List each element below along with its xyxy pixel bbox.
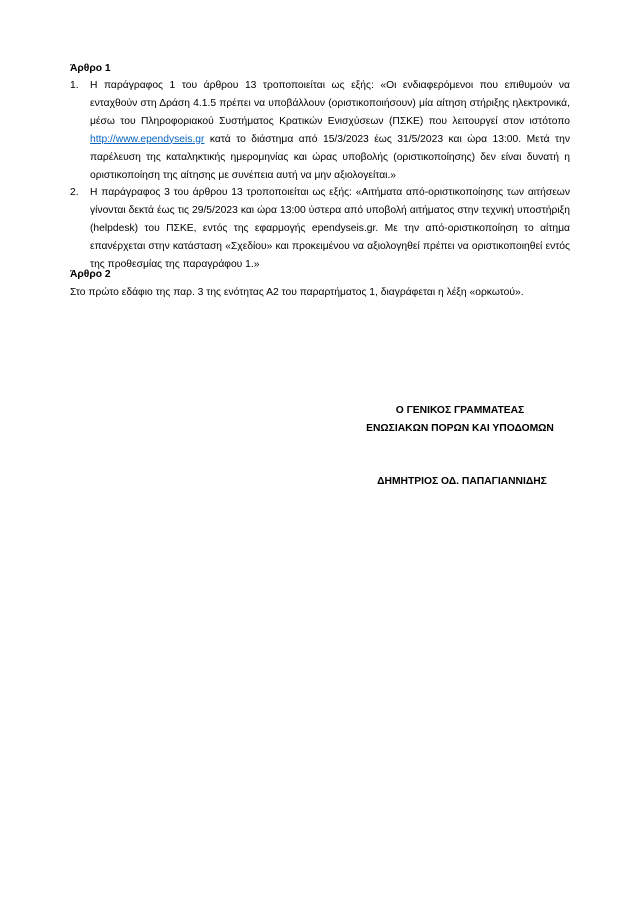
signatory-title: [340, 402, 580, 438]
article-1-list: [70, 77, 570, 274]
signatory-title-line-2: ΕΝΩΣΙΑΚΩΝ ΠΟΡΩΝ ΚΑΙ ΥΠΟΔΟΜΩΝ: [366, 422, 554, 434]
article-1-heading: Άρθρο 1: [70, 63, 111, 74]
list-item-text-before-link: Η παράγραφος 1 του άρθρου 13 τροποποιείται ως εξής: «Οι ενδιαφερόμενοι που επιθυμούν να ενταχθούν στη Δράση 4.1.5 πρέπει να υποβάλλουν (οριστικοποιήσουν) μία αίτηση στήριξης ηλεκτρονικά, μέσω του Πληροφοριακού Συστήματος Κρατικών Ενισχύσεων (ΠΣΚΕ) που λειτουργεί στον ιστότοπο: [90, 80, 570, 127]
list-item: [70, 184, 570, 274]
signatory-title-line-1: Ο ΓΕΝΙΚΟΣ ΓΡΑΜΜΑΤΕΑΣ: [395, 405, 525, 416]
list-item-text-after-link: κατά το διάστημα από 15/3/2023 έως 31/5/2023 και ώρα 13:00. Μετά την παρέλευση της καταληκτικής ημερομηνίας και ώρας υποβολής (οριστικοποίησης) δεν είναι δυνατή η οριστικοποίηση της αίτησης με συνέπεια αυτή να μην αξιολογείται.»: [90, 133, 570, 181]
list-item: [70, 77, 570, 184]
list-item-number: 2.: [70, 187, 79, 199]
ependyseis-link[interactable]: http://www.ependyseis.gr: [90, 133, 205, 145]
signatory-name: ΔΗΜΗΤΡΙΟΣ ΟΔ. ΠΑΠΑΓΙΑΝΝΙΔΗΣ: [377, 476, 547, 487]
list-item-number: 1.: [70, 80, 79, 91]
article-2-heading: Άρθρο 2: [70, 269, 111, 280]
list-item-text: Η παράγραφος 3 του άρθρου 13 τροποποιείται ως εξής: «Αιτήματα από-οριστικοποίησης των αιτήσεων γίνονται δεκτά έως τις 29/5/2023 και ώρα 13:00 ύστερα από υποβολή αιτήματος στην τεχνική υποστήριξη (helpdesk) του ΠΣΚΕ, εντός της εφαρμογής ependyseis.gr. Με την από-οριστικοποίηση το αίτημα επανέρχεται στην κατάσταση «Σχεδίου» και προκειμένου να αξιολογηθεί πρέπει να οριστικοποιηθεί εντός της προθεσμίας της παραγράφου 1.»: [90, 187, 570, 271]
article-2-text: Στο πρώτο εδάφιο της παρ. 3 της ενότητας Α2 του παραρτήματος 1, διαγράφεται η λέξη «ορκωτού».: [70, 287, 524, 298]
